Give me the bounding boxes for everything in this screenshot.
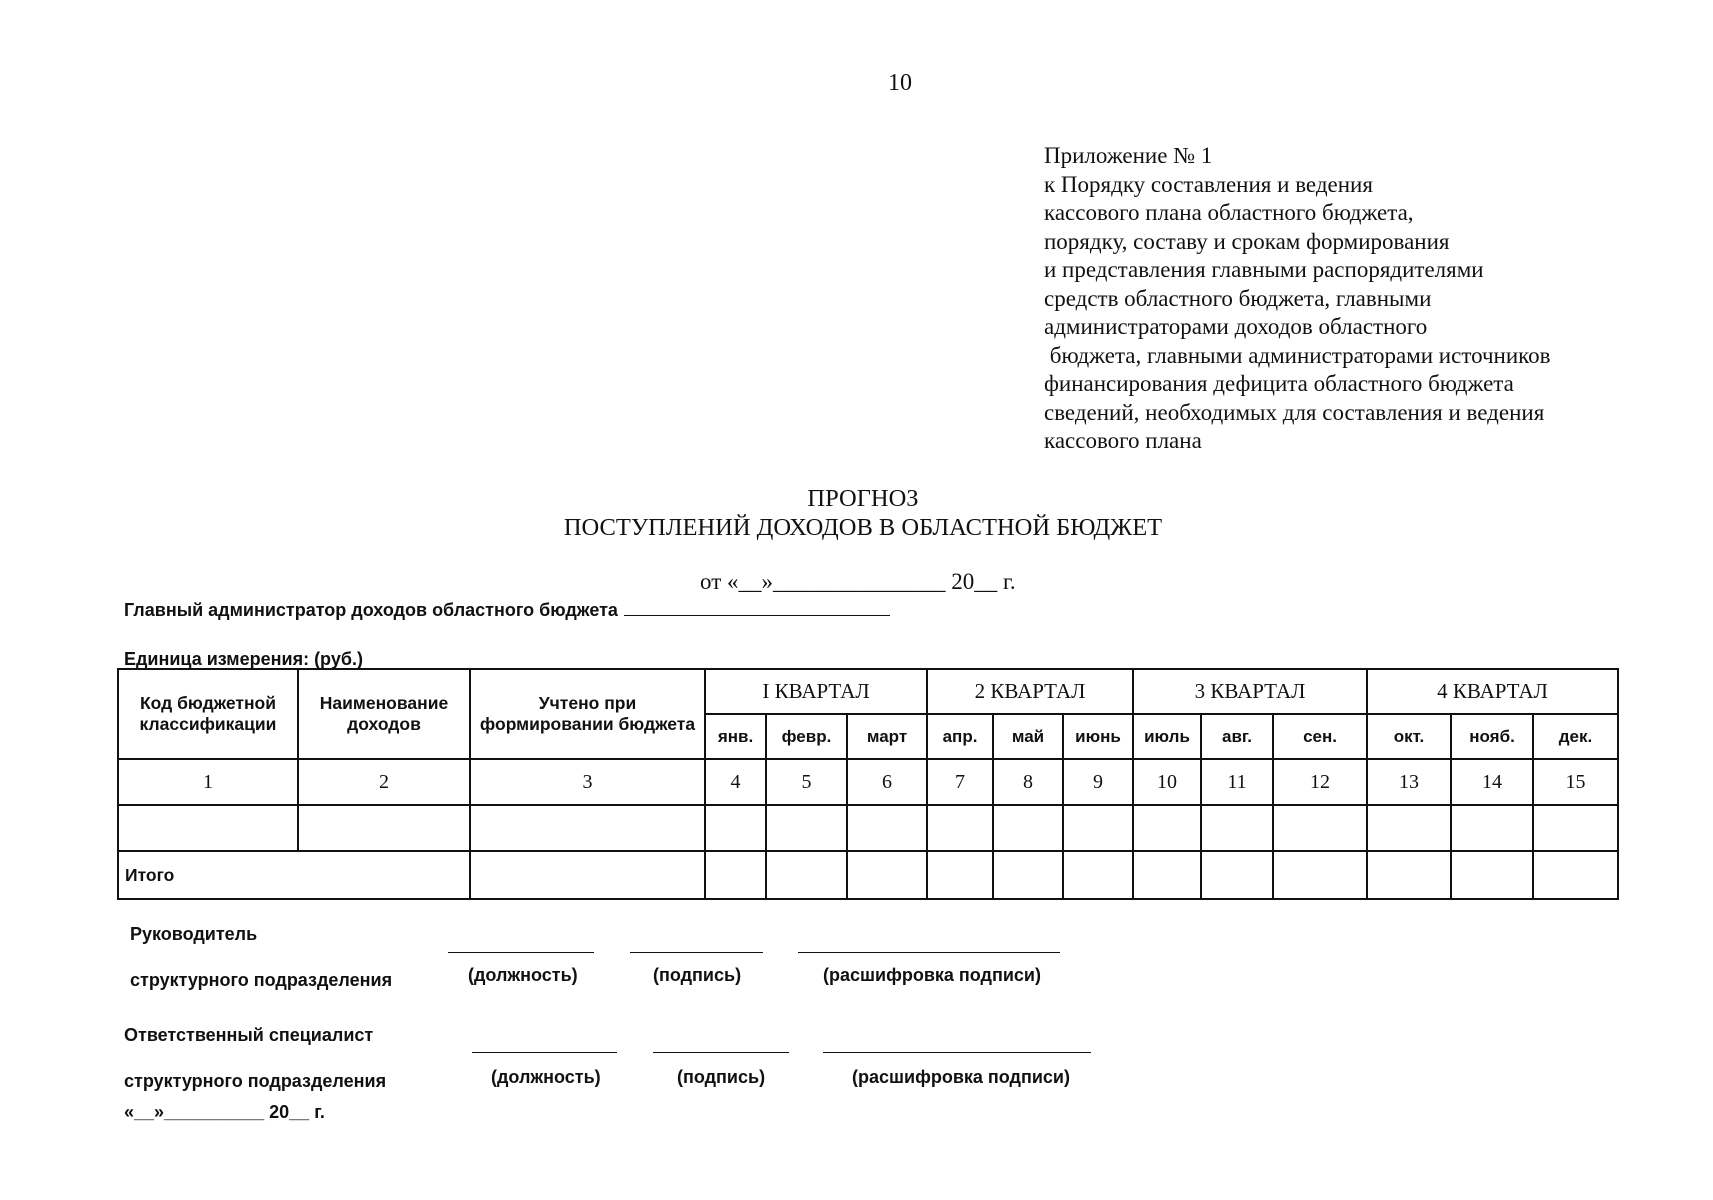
column-number: 10 xyxy=(1133,759,1201,805)
column-number: 7 xyxy=(927,759,993,805)
table-cell xyxy=(1367,805,1451,851)
unit-label: Единица измерения: (руб.) xyxy=(124,649,363,669)
table-cell xyxy=(1533,851,1618,899)
head-position-caption: (должность) xyxy=(468,965,578,985)
table-cell xyxy=(118,805,298,851)
signature-date: «__»__________ 20__ г. xyxy=(124,1102,325,1122)
column-number: 13 xyxy=(1367,759,1451,805)
table-cell xyxy=(766,851,847,899)
header-month: янв. xyxy=(705,714,766,759)
specialist-signature-caption: (подпись) xyxy=(677,1067,766,1087)
header-month: нояб. xyxy=(1451,714,1533,759)
table-cell xyxy=(993,805,1063,851)
specialist-position-line xyxy=(472,1052,617,1053)
table-cell xyxy=(1133,851,1201,899)
table-cell xyxy=(1063,805,1133,851)
appendix-block xyxy=(1044,142,1551,456)
table-cell xyxy=(1273,851,1367,899)
header-code: Код бюджетной классификации xyxy=(118,669,298,759)
table-cell xyxy=(1063,851,1133,899)
table-cell xyxy=(1451,805,1533,851)
specialist-label-line-1: Ответственный специалист xyxy=(124,1025,374,1045)
head-decoding-line xyxy=(798,952,1060,953)
header-row-quarters xyxy=(118,669,1618,714)
appendix-line: и представления главными распорядителями xyxy=(1044,257,1484,282)
table-cell xyxy=(927,851,993,899)
appendix-line: бюджета, главными администраторами источников xyxy=(1044,342,1551,368)
document-title xyxy=(0,484,1713,542)
column-number: 11 xyxy=(1201,759,1273,805)
header-budget: Учтено при формировании бюджета xyxy=(470,669,705,759)
table-cell xyxy=(470,851,705,899)
column-number: 9 xyxy=(1063,759,1133,805)
specialist-decoding-caption: (расшифровка подписи) xyxy=(852,1067,1070,1087)
appendix-line: порядку, составу и срокам формирования xyxy=(1044,228,1450,254)
table-cell xyxy=(1201,851,1273,899)
header-quarter-1: I КВАРТАЛ xyxy=(705,669,927,714)
table-cell xyxy=(847,851,927,899)
head-decoding-caption: (расшифровка подписи) xyxy=(823,965,1041,985)
column-number-row xyxy=(118,759,1618,805)
header-month: февр. xyxy=(766,714,847,759)
header-quarter-2: 2 КВАРТАЛ xyxy=(927,669,1133,714)
specialist-label-line-2: структурного подразделения xyxy=(124,1071,387,1091)
table-cell xyxy=(1451,851,1533,899)
appendix-line: администраторами доходов областного xyxy=(1044,314,1428,339)
column-number: 8 xyxy=(993,759,1063,805)
column-number: 15 xyxy=(1533,759,1618,805)
column-number: 5 xyxy=(766,759,847,805)
table-cell xyxy=(1533,805,1618,851)
head-position-line xyxy=(448,952,594,953)
administrator-blank xyxy=(624,599,890,616)
table-cell xyxy=(705,805,766,851)
table-cell xyxy=(298,805,470,851)
header-quarter-3: 3 КВАРТАЛ xyxy=(1133,669,1367,714)
page-number: 10 xyxy=(888,70,912,96)
column-number: 12 xyxy=(1273,759,1367,805)
table-cell xyxy=(1367,851,1451,899)
appendix-line: сведений, необходимых для составления и ведения xyxy=(1044,399,1545,425)
administrator-label: Главный администратор доходов областного бюджета xyxy=(124,600,618,620)
table-row xyxy=(118,805,1618,851)
table-cell xyxy=(927,805,993,851)
table-cell xyxy=(1273,805,1367,851)
head-label-line-1: Руководитель xyxy=(130,924,258,944)
specialist-position-caption: (должность) xyxy=(491,1067,601,1087)
title-line-1: ПРОГНОЗ xyxy=(807,485,919,512)
appendix-line: к Порядку составления и ведения xyxy=(1044,171,1373,197)
head-signature-caption: (подпись) xyxy=(653,965,742,985)
administrator-line xyxy=(124,599,890,621)
column-number: 3 xyxy=(470,759,705,805)
header-month: апр. xyxy=(927,714,993,759)
header-month: март xyxy=(847,714,927,759)
specialist-signature-line xyxy=(653,1052,789,1053)
column-number: 14 xyxy=(1451,759,1533,805)
appendix-line: кассового плана областного бюджета, xyxy=(1044,200,1414,225)
appendix-line: средств областного бюджета, главными xyxy=(1044,285,1432,311)
table-cell xyxy=(1201,805,1273,851)
header-quarter-4: 4 КВАРТАЛ xyxy=(1367,669,1618,714)
table-cell xyxy=(847,805,927,851)
header-month: июнь xyxy=(1063,714,1133,759)
header-month: май xyxy=(993,714,1063,759)
forecast-table xyxy=(117,668,1619,900)
table-cell xyxy=(470,805,705,851)
appendix-line: финансирования дефицита областного бюджета xyxy=(1044,371,1514,396)
table-cell xyxy=(705,851,766,899)
column-number: 2 xyxy=(298,759,470,805)
header-month: окт. xyxy=(1367,714,1451,759)
table-cell xyxy=(1133,805,1201,851)
header-month: июль xyxy=(1133,714,1201,759)
header-month: дек. xyxy=(1533,714,1618,759)
appendix-line: кассового плана xyxy=(1044,428,1202,453)
header-name: Наименование доходов xyxy=(298,669,470,759)
header-month: авг. xyxy=(1201,714,1273,759)
column-number: 6 xyxy=(847,759,927,805)
column-number: 4 xyxy=(705,759,766,805)
head-signature-line xyxy=(630,952,763,953)
column-number: 1 xyxy=(118,759,298,805)
title-line-2: ПОСТУПЛЕНИЙ ДОХОДОВ В ОБЛАСТНОЙ БЮДЖЕТ xyxy=(563,514,1163,541)
head-label-line-2: структурного подразделения xyxy=(130,970,393,990)
appendix-line: Приложение № 1 xyxy=(1044,143,1213,168)
table-cell xyxy=(766,805,847,851)
specialist-decoding-line xyxy=(823,1052,1091,1053)
document-date-line: от «__»_______________ 20__ г. xyxy=(700,569,1016,594)
total-label: Итого xyxy=(118,851,470,899)
table-cell xyxy=(993,851,1063,899)
header-month: сен. xyxy=(1273,714,1367,759)
total-row xyxy=(118,851,1618,899)
